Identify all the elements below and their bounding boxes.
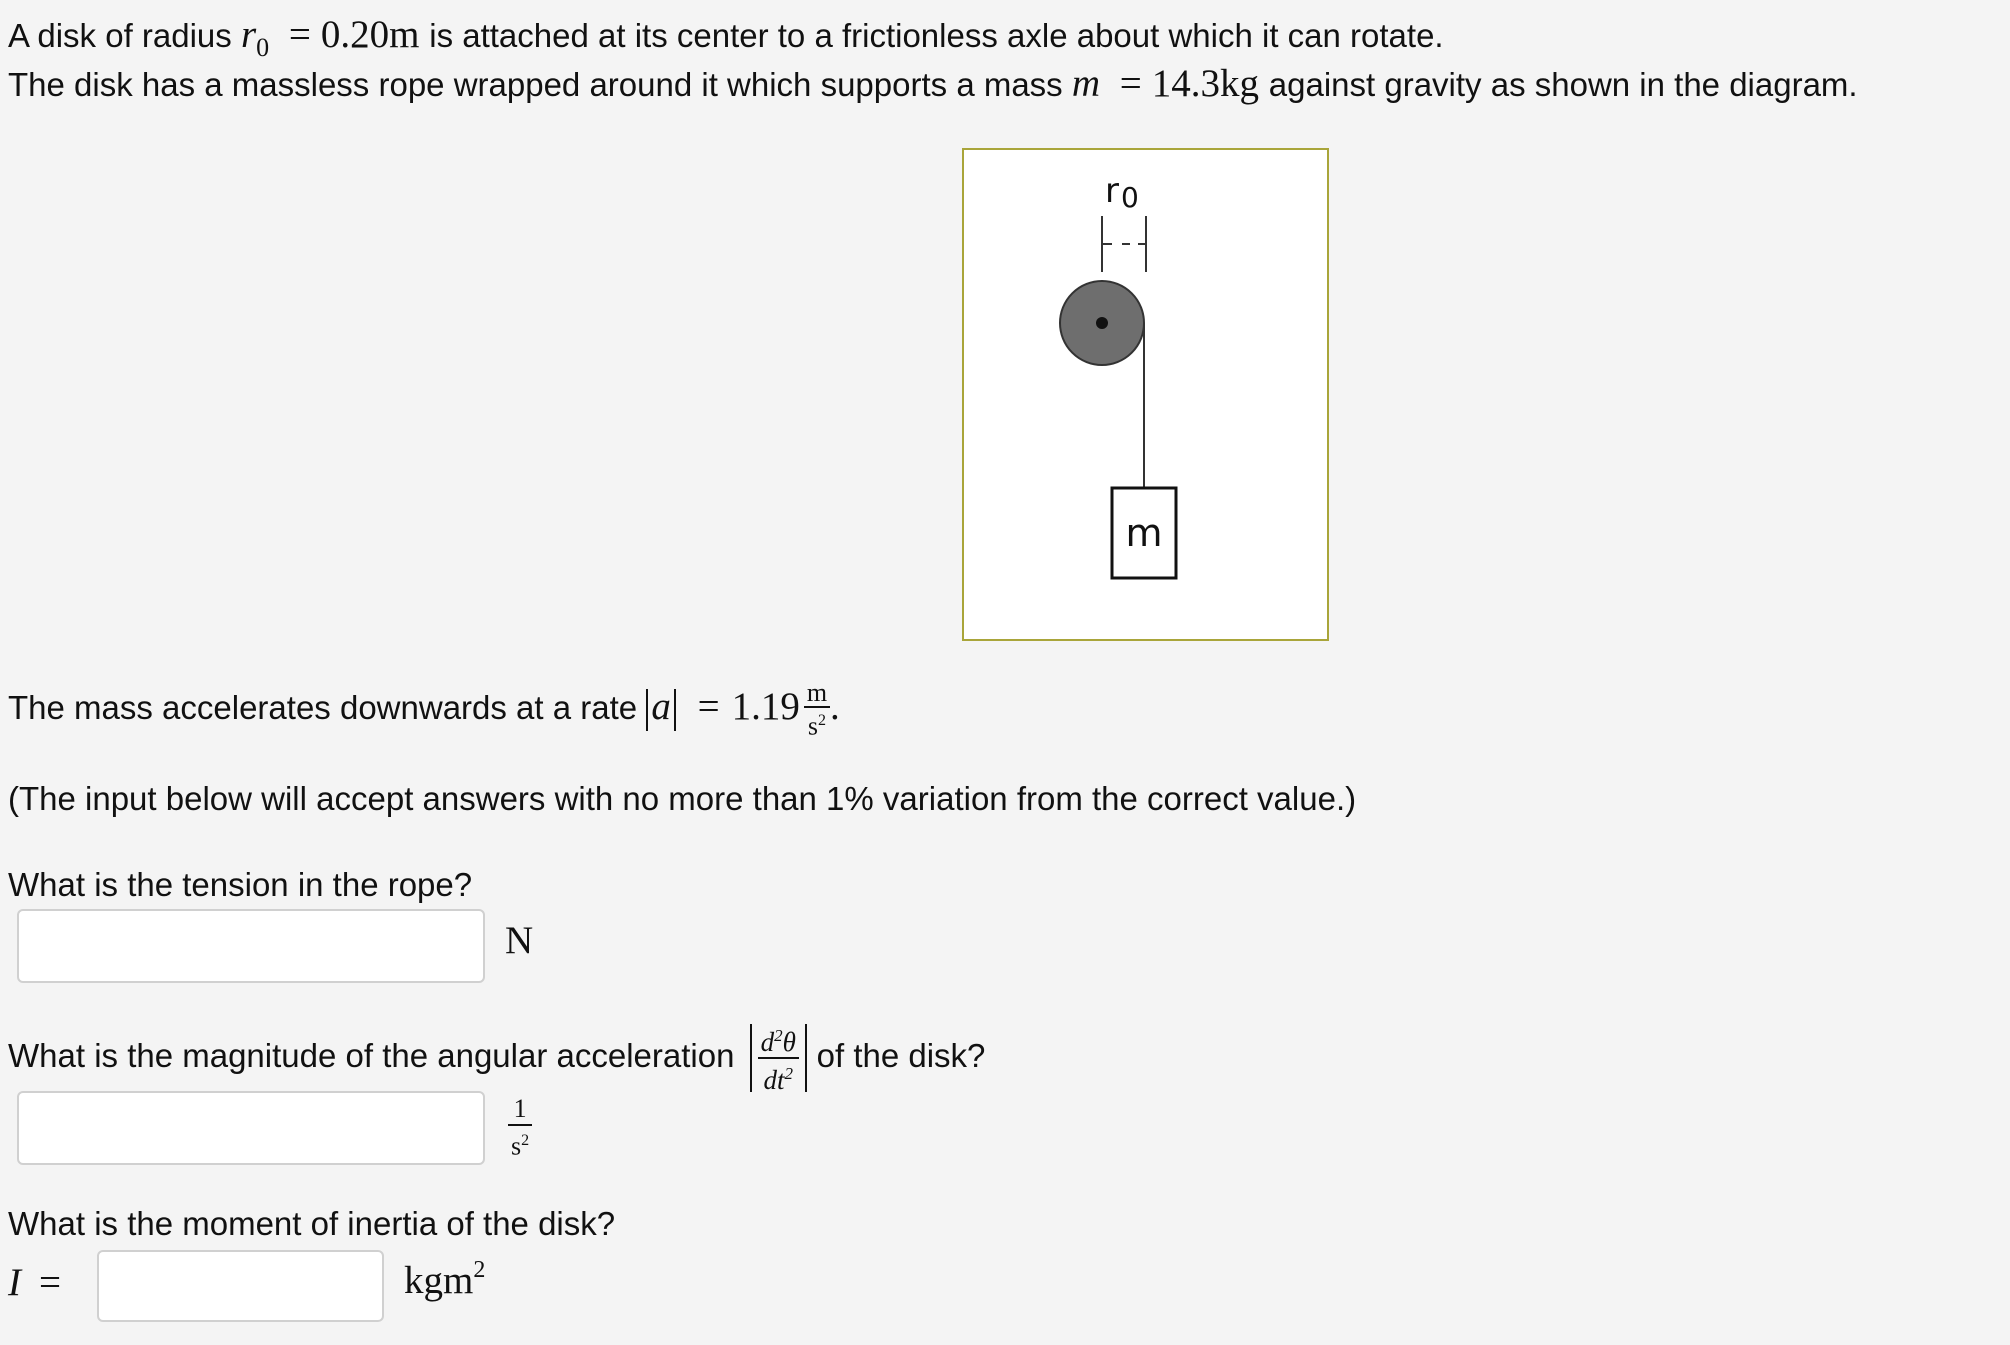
angular-question-post: of the disk? [816,1037,986,1074]
problem-line1-post: is attached at its center to a frictionless axle about which it can rotate. [429,17,1444,54]
tolerance-note: (The input below will accept answers with no more than 1% variation from the correct value.) [8,780,1357,817]
angular-acceleration-expression: $\frac{d^2\theta}{dt^2}$ [750,1033,817,1076]
acceleration-expression: a = 1.19 $\frac{m}{s^2}$ . [646,685,839,728]
inertia-unit: kgm$^2$ [404,1257,486,1302]
angular-acceleration-unit: $\frac{1}{s^2}$ [508,1094,532,1162]
moment-of-inertia-input[interactable] [97,1250,384,1322]
problem-line2-post: against gravity as shown in the diagram. [1268,66,1858,103]
radius-label: r0 [1105,171,1139,214]
radius-dimension-marker [1102,216,1146,272]
axle-dot [1096,317,1108,329]
tension-input[interactable] [17,909,485,983]
mass-value: 14.3kg [1151,62,1260,105]
acceleration-unit: $\frac{m}{s^2}$ [804,680,830,740]
mass-expression: m = 14.3kg [1071,62,1260,105]
inertia-lhs: I = [8,1261,61,1304]
acceleration-statement [8,680,840,740]
radius-expression: $r_0 = 0.20m$ [240,13,420,62]
acceleration-text: The mass accelerates downwards at a rate [8,688,638,726]
pulley-diagram [962,148,1329,641]
tension-unit: N [505,919,534,962]
problem-line-1 [8,13,1444,62]
question-moment-of-inertia: What is the moment of inertia of the disk? [8,1205,616,1242]
problem-line1-pre: A disk of radius [8,17,232,54]
question-angular-acceleration [8,1020,985,1095]
problem-line2-pre: The disk has a massless rope wrapped around it which supports a mass [8,66,1063,103]
pulley-diagram-svg [964,150,1327,639]
problem-line-2 [8,64,1858,105]
question-tension: What is the tension in the rope? [8,866,473,903]
radius-value: 0.20m [320,13,420,56]
mass-label: m [1125,511,1163,555]
angular-question-pre: What is the magnitude of the angular acceleration [8,1037,735,1074]
angular-acceleration-input[interactable] [17,1091,485,1165]
acceleration-value: 1.19 [731,684,800,728]
